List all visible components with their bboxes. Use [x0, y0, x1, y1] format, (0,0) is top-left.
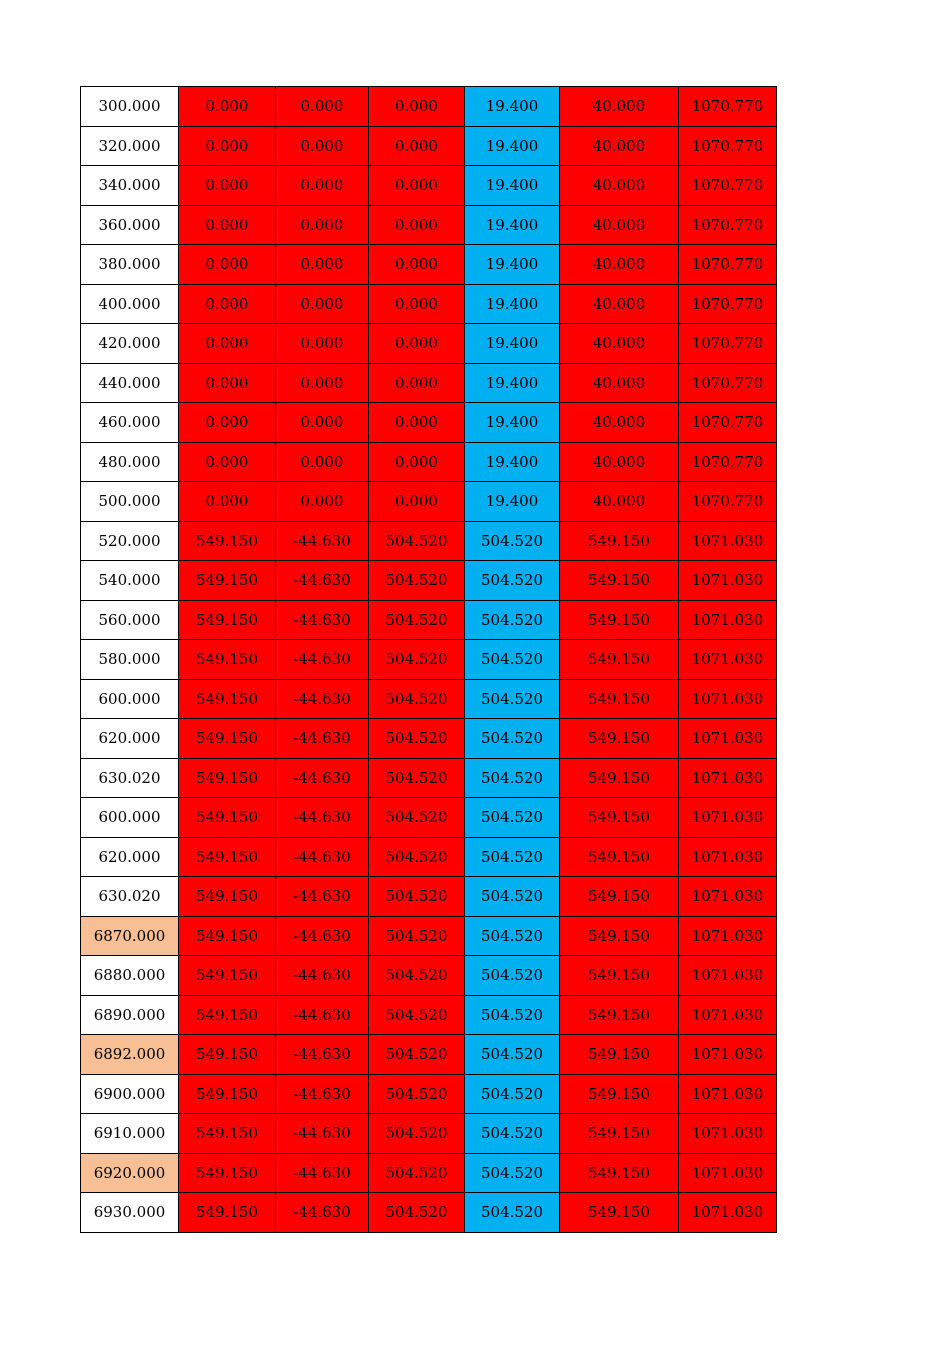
- table-row: [81, 837, 777, 877]
- value-cell-col-2[interactable]: -44.630: [276, 1074, 369, 1114]
- value-cell-col-6[interactable]: 1070.770: [679, 205, 777, 245]
- value-cell-col-3[interactable]: 0.000: [369, 245, 465, 285]
- value-cell-col-3[interactable]: 0.000: [369, 87, 465, 127]
- value-cell-col-5[interactable]: 549.150: [560, 877, 679, 917]
- value-cell-col-6[interactable]: 1071.030: [679, 1153, 777, 1193]
- value-cell-col-6[interactable]: 1070.770: [679, 87, 777, 127]
- value-cell-col-1[interactable]: 0.000: [179, 442, 276, 482]
- value-cell-col-4[interactable]: 19.400: [465, 205, 560, 245]
- value-cell-col-3[interactable]: 0.000: [369, 284, 465, 324]
- value-cell-col-3[interactable]: 504.520: [369, 600, 465, 640]
- data-table: [80, 86, 777, 1233]
- value-cell-col-4[interactable]: 19.400: [465, 442, 560, 482]
- value-cell-col-3[interactable]: 504.520: [369, 995, 465, 1035]
- value-cell-col-3[interactable]: 504.520: [369, 956, 465, 996]
- value-cell-col-2[interactable]: -44.630: [276, 1114, 369, 1154]
- value-cell-col-2[interactable]: 0.000: [276, 363, 369, 403]
- key-cell[interactable]: 400.000: [81, 284, 179, 324]
- value-cell-col-2[interactable]: 0.000: [276, 403, 369, 443]
- value-cell-col-6[interactable]: 1071.030: [679, 1114, 777, 1154]
- table-row: [81, 442, 777, 482]
- value-cell-col-5[interactable]: 549.150: [560, 956, 679, 996]
- table-row: [81, 126, 777, 166]
- table-row: [81, 956, 777, 996]
- value-cell-col-6[interactable]: 1070.770: [679, 166, 777, 206]
- table-row: [81, 561, 777, 601]
- value-cell-col-3[interactable]: 504.520: [369, 837, 465, 877]
- key-cell-highlighted[interactable]: 6870.000: [81, 916, 179, 956]
- value-cell-col-6[interactable]: 1071.030: [679, 798, 777, 838]
- value-cell-col-3[interactable]: 0.000: [369, 482, 465, 522]
- value-cell-col-6[interactable]: 1070.770: [679, 403, 777, 443]
- value-cell-col-5[interactable]: 549.150: [560, 561, 679, 601]
- key-cell[interactable]: 6890.000: [81, 995, 179, 1035]
- value-cell-col-5[interactable]: 549.150: [560, 521, 679, 561]
- value-cell-col-1[interactable]: 549.150: [179, 1035, 276, 1075]
- value-cell-col-5[interactable]: 40.000: [560, 442, 679, 482]
- table-row: [81, 521, 777, 561]
- value-cell-col-3[interactable]: 504.520: [369, 679, 465, 719]
- value-cell-col-1[interactable]: 0.000: [179, 205, 276, 245]
- table-row: [81, 403, 777, 443]
- table-row: [81, 600, 777, 640]
- value-cell-col-2[interactable]: -44.630: [276, 995, 369, 1035]
- value-cell-col-1[interactable]: 549.150: [179, 561, 276, 601]
- value-cell-col-4[interactable]: 504.520: [465, 1153, 560, 1193]
- value-cell-col-4[interactable]: 504.520: [465, 758, 560, 798]
- table-row: [81, 245, 777, 285]
- value-cell-col-2[interactable]: -44.630: [276, 877, 369, 917]
- value-cell-col-2[interactable]: -44.630: [276, 1193, 369, 1233]
- value-cell-col-4[interactable]: 504.520: [465, 1114, 560, 1154]
- value-cell-col-1[interactable]: 0.000: [179, 166, 276, 206]
- value-cell-col-4[interactable]: 504.520: [465, 640, 560, 680]
- value-cell-col-1[interactable]: 549.150: [179, 521, 276, 561]
- table-row: [81, 916, 777, 956]
- value-cell-col-6[interactable]: 1070.770: [679, 442, 777, 482]
- value-cell-col-6[interactable]: 1071.030: [679, 877, 777, 917]
- value-cell-col-4[interactable]: 504.520: [465, 837, 560, 877]
- key-cell[interactable]: 440.000: [81, 363, 179, 403]
- value-cell-col-2[interactable]: 0.000: [276, 324, 369, 364]
- value-cell-col-1[interactable]: 549.150: [179, 600, 276, 640]
- value-cell-col-2[interactable]: -44.630: [276, 916, 369, 956]
- value-cell-col-2[interactable]: 0.000: [276, 205, 369, 245]
- value-cell-col-3[interactable]: 504.520: [369, 758, 465, 798]
- table-row: [81, 1074, 777, 1114]
- key-cell[interactable]: 380.000: [81, 245, 179, 285]
- table-row: [81, 758, 777, 798]
- data-table-body: [81, 87, 777, 1233]
- value-cell-col-5[interactable]: 549.150: [560, 758, 679, 798]
- value-cell-col-2[interactable]: -44.630: [276, 758, 369, 798]
- value-cell-col-5[interactable]: 549.150: [560, 916, 679, 956]
- value-cell-col-3[interactable]: 504.520: [369, 561, 465, 601]
- key-cell[interactable]: 630.020: [81, 877, 179, 917]
- value-cell-col-3[interactable]: 0.000: [369, 166, 465, 206]
- value-cell-col-3[interactable]: 504.520: [369, 877, 465, 917]
- value-cell-col-5[interactable]: 40.000: [560, 205, 679, 245]
- value-cell-col-1[interactable]: 0.000: [179, 363, 276, 403]
- value-cell-col-4[interactable]: 504.520: [465, 995, 560, 1035]
- value-cell-col-1[interactable]: 0.000: [179, 126, 276, 166]
- key-cell[interactable]: 620.000: [81, 837, 179, 877]
- key-cell[interactable]: 630.020: [81, 758, 179, 798]
- table-row: [81, 719, 777, 759]
- value-cell-col-2[interactable]: -44.630: [276, 1153, 369, 1193]
- value-cell-col-1[interactable]: 549.150: [179, 877, 276, 917]
- value-cell-col-4[interactable]: 504.520: [465, 798, 560, 838]
- value-cell-col-2[interactable]: -44.630: [276, 1035, 369, 1075]
- value-cell-col-5[interactable]: 549.150: [560, 1193, 679, 1233]
- value-cell-col-4[interactable]: 504.520: [465, 719, 560, 759]
- table-row: [81, 1193, 777, 1233]
- value-cell-col-1[interactable]: 549.150: [179, 640, 276, 680]
- value-cell-col-2[interactable]: -44.630: [276, 600, 369, 640]
- value-cell-col-4[interactable]: 19.400: [465, 324, 560, 364]
- key-cell[interactable]: 6900.000: [81, 1074, 179, 1114]
- value-cell-col-6[interactable]: 1070.770: [679, 482, 777, 522]
- table-row: [81, 877, 777, 917]
- value-cell-col-3[interactable]: 0.000: [369, 442, 465, 482]
- value-cell-col-1[interactable]: 549.150: [179, 995, 276, 1035]
- value-cell-col-5[interactable]: 40.000: [560, 166, 679, 206]
- value-cell-col-6[interactable]: 1071.030: [679, 837, 777, 877]
- value-cell-col-1[interactable]: 549.150: [179, 837, 276, 877]
- value-cell-col-3[interactable]: 504.520: [369, 1074, 465, 1114]
- value-cell-col-1[interactable]: 549.150: [179, 758, 276, 798]
- value-cell-col-5[interactable]: 40.000: [560, 245, 679, 285]
- value-cell-col-3[interactable]: 504.520: [369, 1114, 465, 1154]
- table-row: [81, 166, 777, 206]
- value-cell-col-1[interactable]: 549.150: [179, 679, 276, 719]
- key-cell[interactable]: 540.000: [81, 561, 179, 601]
- value-cell-col-5[interactable]: 40.000: [560, 482, 679, 522]
- value-cell-col-5[interactable]: 549.150: [560, 600, 679, 640]
- key-cell[interactable]: 460.000: [81, 403, 179, 443]
- value-cell-col-3[interactable]: 504.520: [369, 798, 465, 838]
- value-cell-col-6[interactable]: 1071.030: [679, 995, 777, 1035]
- key-cell[interactable]: 6880.000: [81, 956, 179, 996]
- key-cell[interactable]: 300.000: [81, 87, 179, 127]
- value-cell-col-5[interactable]: 549.150: [560, 995, 679, 1035]
- value-cell-col-1[interactable]: 549.150: [179, 1114, 276, 1154]
- value-cell-col-3[interactable]: 0.000: [369, 363, 465, 403]
- key-cell[interactable]: 6930.000: [81, 1193, 179, 1233]
- value-cell-col-6[interactable]: 1071.030: [679, 600, 777, 640]
- value-cell-col-6[interactable]: 1070.770: [679, 126, 777, 166]
- value-cell-col-5[interactable]: 549.150: [560, 640, 679, 680]
- table-row: [81, 1153, 777, 1193]
- value-cell-col-6[interactable]: 1071.030: [679, 916, 777, 956]
- value-cell-col-1[interactable]: 549.150: [179, 1193, 276, 1233]
- value-cell-col-2[interactable]: 0.000: [276, 166, 369, 206]
- value-cell-col-2[interactable]: -44.630: [276, 521, 369, 561]
- value-cell-col-4[interactable]: 19.400: [465, 166, 560, 206]
- value-cell-col-6[interactable]: 1071.030: [679, 1074, 777, 1114]
- value-cell-col-4[interactable]: 19.400: [465, 245, 560, 285]
- value-cell-col-3[interactable]: 0.000: [369, 126, 465, 166]
- key-cell[interactable]: 500.000: [81, 482, 179, 522]
- value-cell-col-4[interactable]: 504.520: [465, 956, 560, 996]
- table-row: [81, 640, 777, 680]
- value-cell-col-5[interactable]: 549.150: [560, 1074, 679, 1114]
- key-cell[interactable]: 480.000: [81, 442, 179, 482]
- value-cell-col-2[interactable]: -44.630: [276, 719, 369, 759]
- value-cell-col-6[interactable]: 1071.030: [679, 956, 777, 996]
- key-cell[interactable]: 420.000: [81, 324, 179, 364]
- table-row: [81, 482, 777, 522]
- key-cell[interactable]: 6910.000: [81, 1114, 179, 1154]
- value-cell-col-3[interactable]: 504.520: [369, 1193, 465, 1233]
- value-cell-col-5[interactable]: 40.000: [560, 324, 679, 364]
- key-cell[interactable]: 520.000: [81, 521, 179, 561]
- value-cell-col-5[interactable]: 549.150: [560, 837, 679, 877]
- value-cell-col-4[interactable]: 19.400: [465, 403, 560, 443]
- value-cell-col-1[interactable]: 0.000: [179, 87, 276, 127]
- value-cell-col-1[interactable]: 0.000: [179, 482, 276, 522]
- value-cell-col-5[interactable]: 549.150: [560, 1153, 679, 1193]
- value-cell-col-3[interactable]: 504.520: [369, 640, 465, 680]
- value-cell-col-6[interactable]: 1071.030: [679, 1035, 777, 1075]
- value-cell-col-6[interactable]: 1070.770: [679, 284, 777, 324]
- table-row: [81, 1114, 777, 1154]
- value-cell-col-6[interactable]: 1071.030: [679, 679, 777, 719]
- value-cell-col-2[interactable]: -44.630: [276, 956, 369, 996]
- value-cell-col-6[interactable]: 1071.030: [679, 561, 777, 601]
- value-cell-col-2[interactable]: -44.630: [276, 640, 369, 680]
- key-cell[interactable]: 600.000: [81, 679, 179, 719]
- key-cell-highlighted[interactable]: 6920.000: [81, 1153, 179, 1193]
- value-cell-col-3[interactable]: 504.520: [369, 916, 465, 956]
- value-cell-col-1[interactable]: 549.150: [179, 1074, 276, 1114]
- value-cell-col-6[interactable]: 1071.030: [679, 719, 777, 759]
- value-cell-col-4[interactable]: 504.520: [465, 916, 560, 956]
- value-cell-col-3[interactable]: 504.520: [369, 719, 465, 759]
- value-cell-col-4[interactable]: 504.520: [465, 1035, 560, 1075]
- value-cell-col-5[interactable]: 40.000: [560, 363, 679, 403]
- value-cell-col-1[interactable]: 549.150: [179, 916, 276, 956]
- value-cell-col-1[interactable]: 549.150: [179, 798, 276, 838]
- value-cell-col-1[interactable]: 549.150: [179, 719, 276, 759]
- value-cell-col-4[interactable]: 19.400: [465, 363, 560, 403]
- value-cell-col-5[interactable]: 40.000: [560, 403, 679, 443]
- value-cell-col-5[interactable]: 549.150: [560, 1035, 679, 1075]
- value-cell-col-5[interactable]: 40.000: [560, 87, 679, 127]
- value-cell-col-6[interactable]: 1070.770: [679, 245, 777, 285]
- value-cell-col-4[interactable]: 504.520: [465, 600, 560, 640]
- table-row: [81, 1035, 777, 1075]
- value-cell-col-3[interactable]: 0.000: [369, 403, 465, 443]
- value-cell-col-4[interactable]: 504.520: [465, 1193, 560, 1233]
- value-cell-col-6[interactable]: 1071.030: [679, 640, 777, 680]
- value-cell-col-2[interactable]: -44.630: [276, 679, 369, 719]
- value-cell-col-4[interactable]: 504.520: [465, 679, 560, 719]
- table-row: [81, 87, 777, 127]
- value-cell-col-3[interactable]: 504.520: [369, 1153, 465, 1193]
- table-row: [81, 363, 777, 403]
- value-cell-col-2[interactable]: 0.000: [276, 126, 369, 166]
- table-row: [81, 284, 777, 324]
- value-cell-col-3[interactable]: 0.000: [369, 205, 465, 245]
- value-cell-col-1[interactable]: 549.150: [179, 1153, 276, 1193]
- table-row: [81, 205, 777, 245]
- value-cell-col-2[interactable]: 0.000: [276, 87, 369, 127]
- value-cell-col-6[interactable]: 1071.030: [679, 521, 777, 561]
- value-cell-col-1[interactable]: 0.000: [179, 245, 276, 285]
- value-cell-col-4[interactable]: 19.400: [465, 126, 560, 166]
- value-cell-col-6[interactable]: 1070.770: [679, 324, 777, 364]
- value-cell-col-4[interactable]: 504.520: [465, 1074, 560, 1114]
- value-cell-col-4[interactable]: 19.400: [465, 482, 560, 522]
- key-cell[interactable]: 320.000: [81, 126, 179, 166]
- table-row: [81, 995, 777, 1035]
- value-cell-col-6[interactable]: 1071.030: [679, 1193, 777, 1233]
- value-cell-col-2[interactable]: 0.000: [276, 482, 369, 522]
- key-cell[interactable]: 360.000: [81, 205, 179, 245]
- key-cell[interactable]: 620.000: [81, 719, 179, 759]
- value-cell-col-1[interactable]: 0.000: [179, 284, 276, 324]
- value-cell-col-4[interactable]: 19.400: [465, 87, 560, 127]
- value-cell-col-5[interactable]: 40.000: [560, 284, 679, 324]
- value-cell-col-4[interactable]: 504.520: [465, 877, 560, 917]
- value-cell-col-1[interactable]: 0.000: [179, 324, 276, 364]
- value-cell-col-3[interactable]: 0.000: [369, 324, 465, 364]
- value-cell-col-2[interactable]: 0.000: [276, 284, 369, 324]
- value-cell-col-6[interactable]: 1071.030: [679, 758, 777, 798]
- value-cell-col-2[interactable]: -44.630: [276, 561, 369, 601]
- value-cell-col-5[interactable]: 549.150: [560, 719, 679, 759]
- value-cell-col-2[interactable]: 0.000: [276, 245, 369, 285]
- value-cell-col-4[interactable]: 504.520: [465, 561, 560, 601]
- value-cell-col-3[interactable]: 504.520: [369, 1035, 465, 1075]
- value-cell-col-2[interactable]: 0.000: [276, 442, 369, 482]
- table-row: [81, 679, 777, 719]
- value-cell-col-1[interactable]: 549.150: [179, 956, 276, 996]
- key-cell[interactable]: 600.000: [81, 798, 179, 838]
- key-cell[interactable]: 580.000: [81, 640, 179, 680]
- value-cell-col-6[interactable]: 1070.770: [679, 363, 777, 403]
- value-cell-col-5[interactable]: 549.150: [560, 798, 679, 838]
- table-row: [81, 798, 777, 838]
- key-cell[interactable]: 340.000: [81, 166, 179, 206]
- value-cell-col-1[interactable]: 0.000: [179, 403, 276, 443]
- value-cell-col-2[interactable]: -44.630: [276, 798, 369, 838]
- value-cell-col-5[interactable]: 40.000: [560, 126, 679, 166]
- value-cell-col-5[interactable]: 549.150: [560, 679, 679, 719]
- key-cell-highlighted[interactable]: 6892.000: [81, 1035, 179, 1075]
- value-cell-col-2[interactable]: -44.630: [276, 837, 369, 877]
- value-cell-col-4[interactable]: 504.520: [465, 521, 560, 561]
- table-row: [81, 324, 777, 364]
- value-cell-col-5[interactable]: 549.150: [560, 1114, 679, 1154]
- value-cell-col-3[interactable]: 504.520: [369, 521, 465, 561]
- key-cell[interactable]: 560.000: [81, 600, 179, 640]
- value-cell-col-4[interactable]: 19.400: [465, 284, 560, 324]
